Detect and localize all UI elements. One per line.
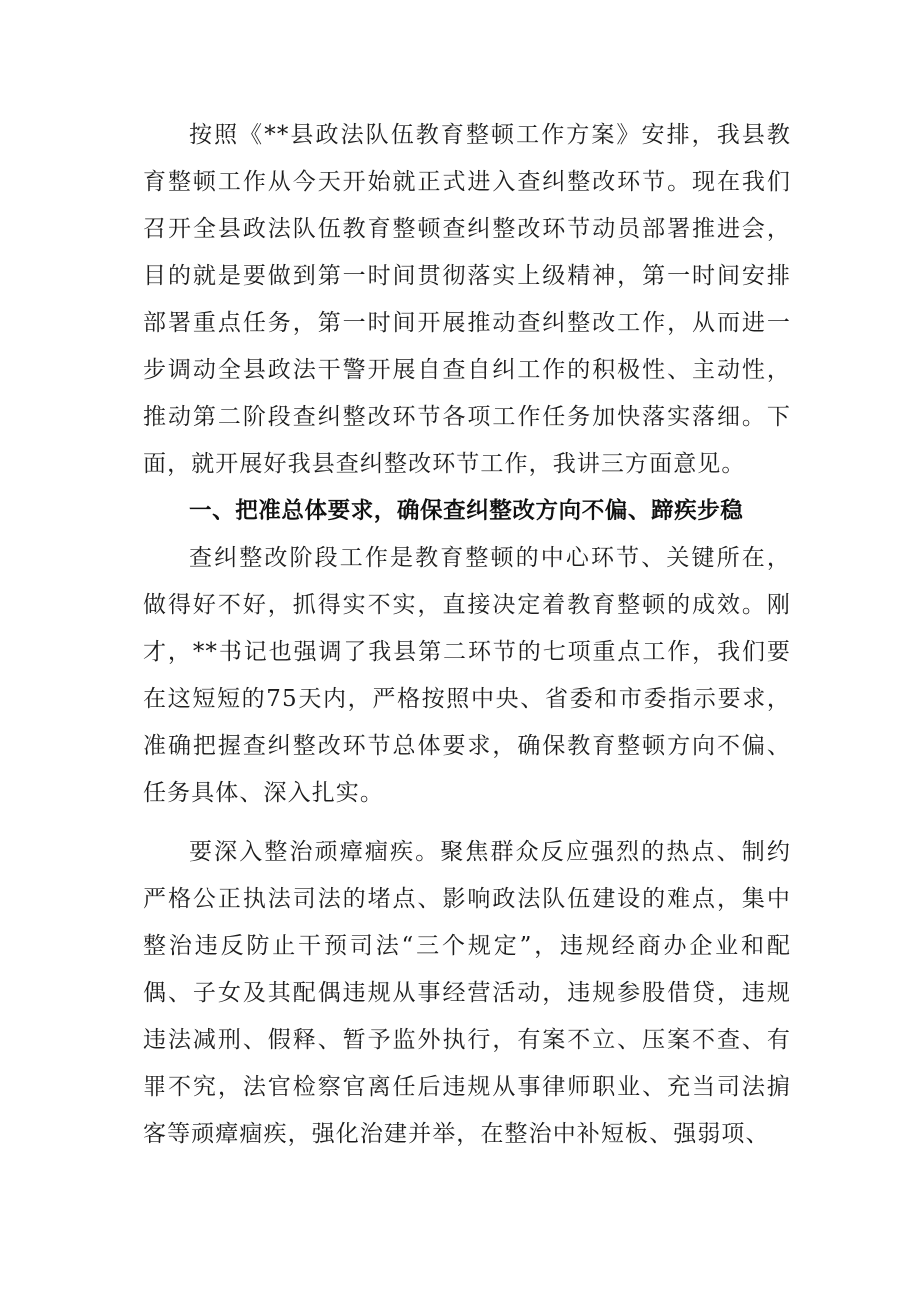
section-heading-1: 一、把准总体要求，确保查纠整改方向不偏、蹄疾步稳 <box>189 498 744 524</box>
paragraph-spacer <box>143 817 791 829</box>
document-body <box>143 112 791 1158</box>
paragraph-rectification: 要深入整治顽瘴痼疾。聚焦群众反应强烈的热点、制约严格公正执法司法的堵点、影响政法队伍建设的难点，集中整治违反防止干预司法“三个规定”，违规经商办企业和配偶、子女及其配偶违规从事经营活动，违规参股借贷，违规违法减刑、假释、暂予监外执行，有案不立、压案不查、有罪不究，法官检察官离任后违规从事律师职业、充当司法掮客等顽瘴痼疾，强化治建并举，在整治中补短板、强弱项、 <box>143 839 791 1147</box>
paragraph-intro: 按照《**县政法队伍教育整顿工作方案》安排，我县教育整顿工作从今天开始就正式进入查纠整改环节。现在我们召开全县政法队伍教育整顿查纠整改环节动员部署推进会，目的就是要做到第一时间贯彻落实上级精神，第一时间安排部署重点任务，第一时间开展推动查纠整改工作，从而进一步调动全县政法干警开展自查自纠工作的积极性、主动性，推动第二阶段查纠整改环节各项工作任务加快落实落细。下面，就开展好我县查纠整改环节工作，我讲三方面意见。 <box>143 122 791 477</box>
paragraph-section-1: 查纠整改阶段工作是教育整顿的中心环节、关键所在，做得好不好，抓得实不实，直接决定着教育整顿的成效。刚才，**书记也强调了我县第二环节的七项重点工作，我们要在这短短的75天内，严格按照中央、省委和市委指示要求，准确把握查纠整改环节总体要求，确保教育整顿方向不偏、任务具体、深入扎实。 <box>143 545 791 806</box>
